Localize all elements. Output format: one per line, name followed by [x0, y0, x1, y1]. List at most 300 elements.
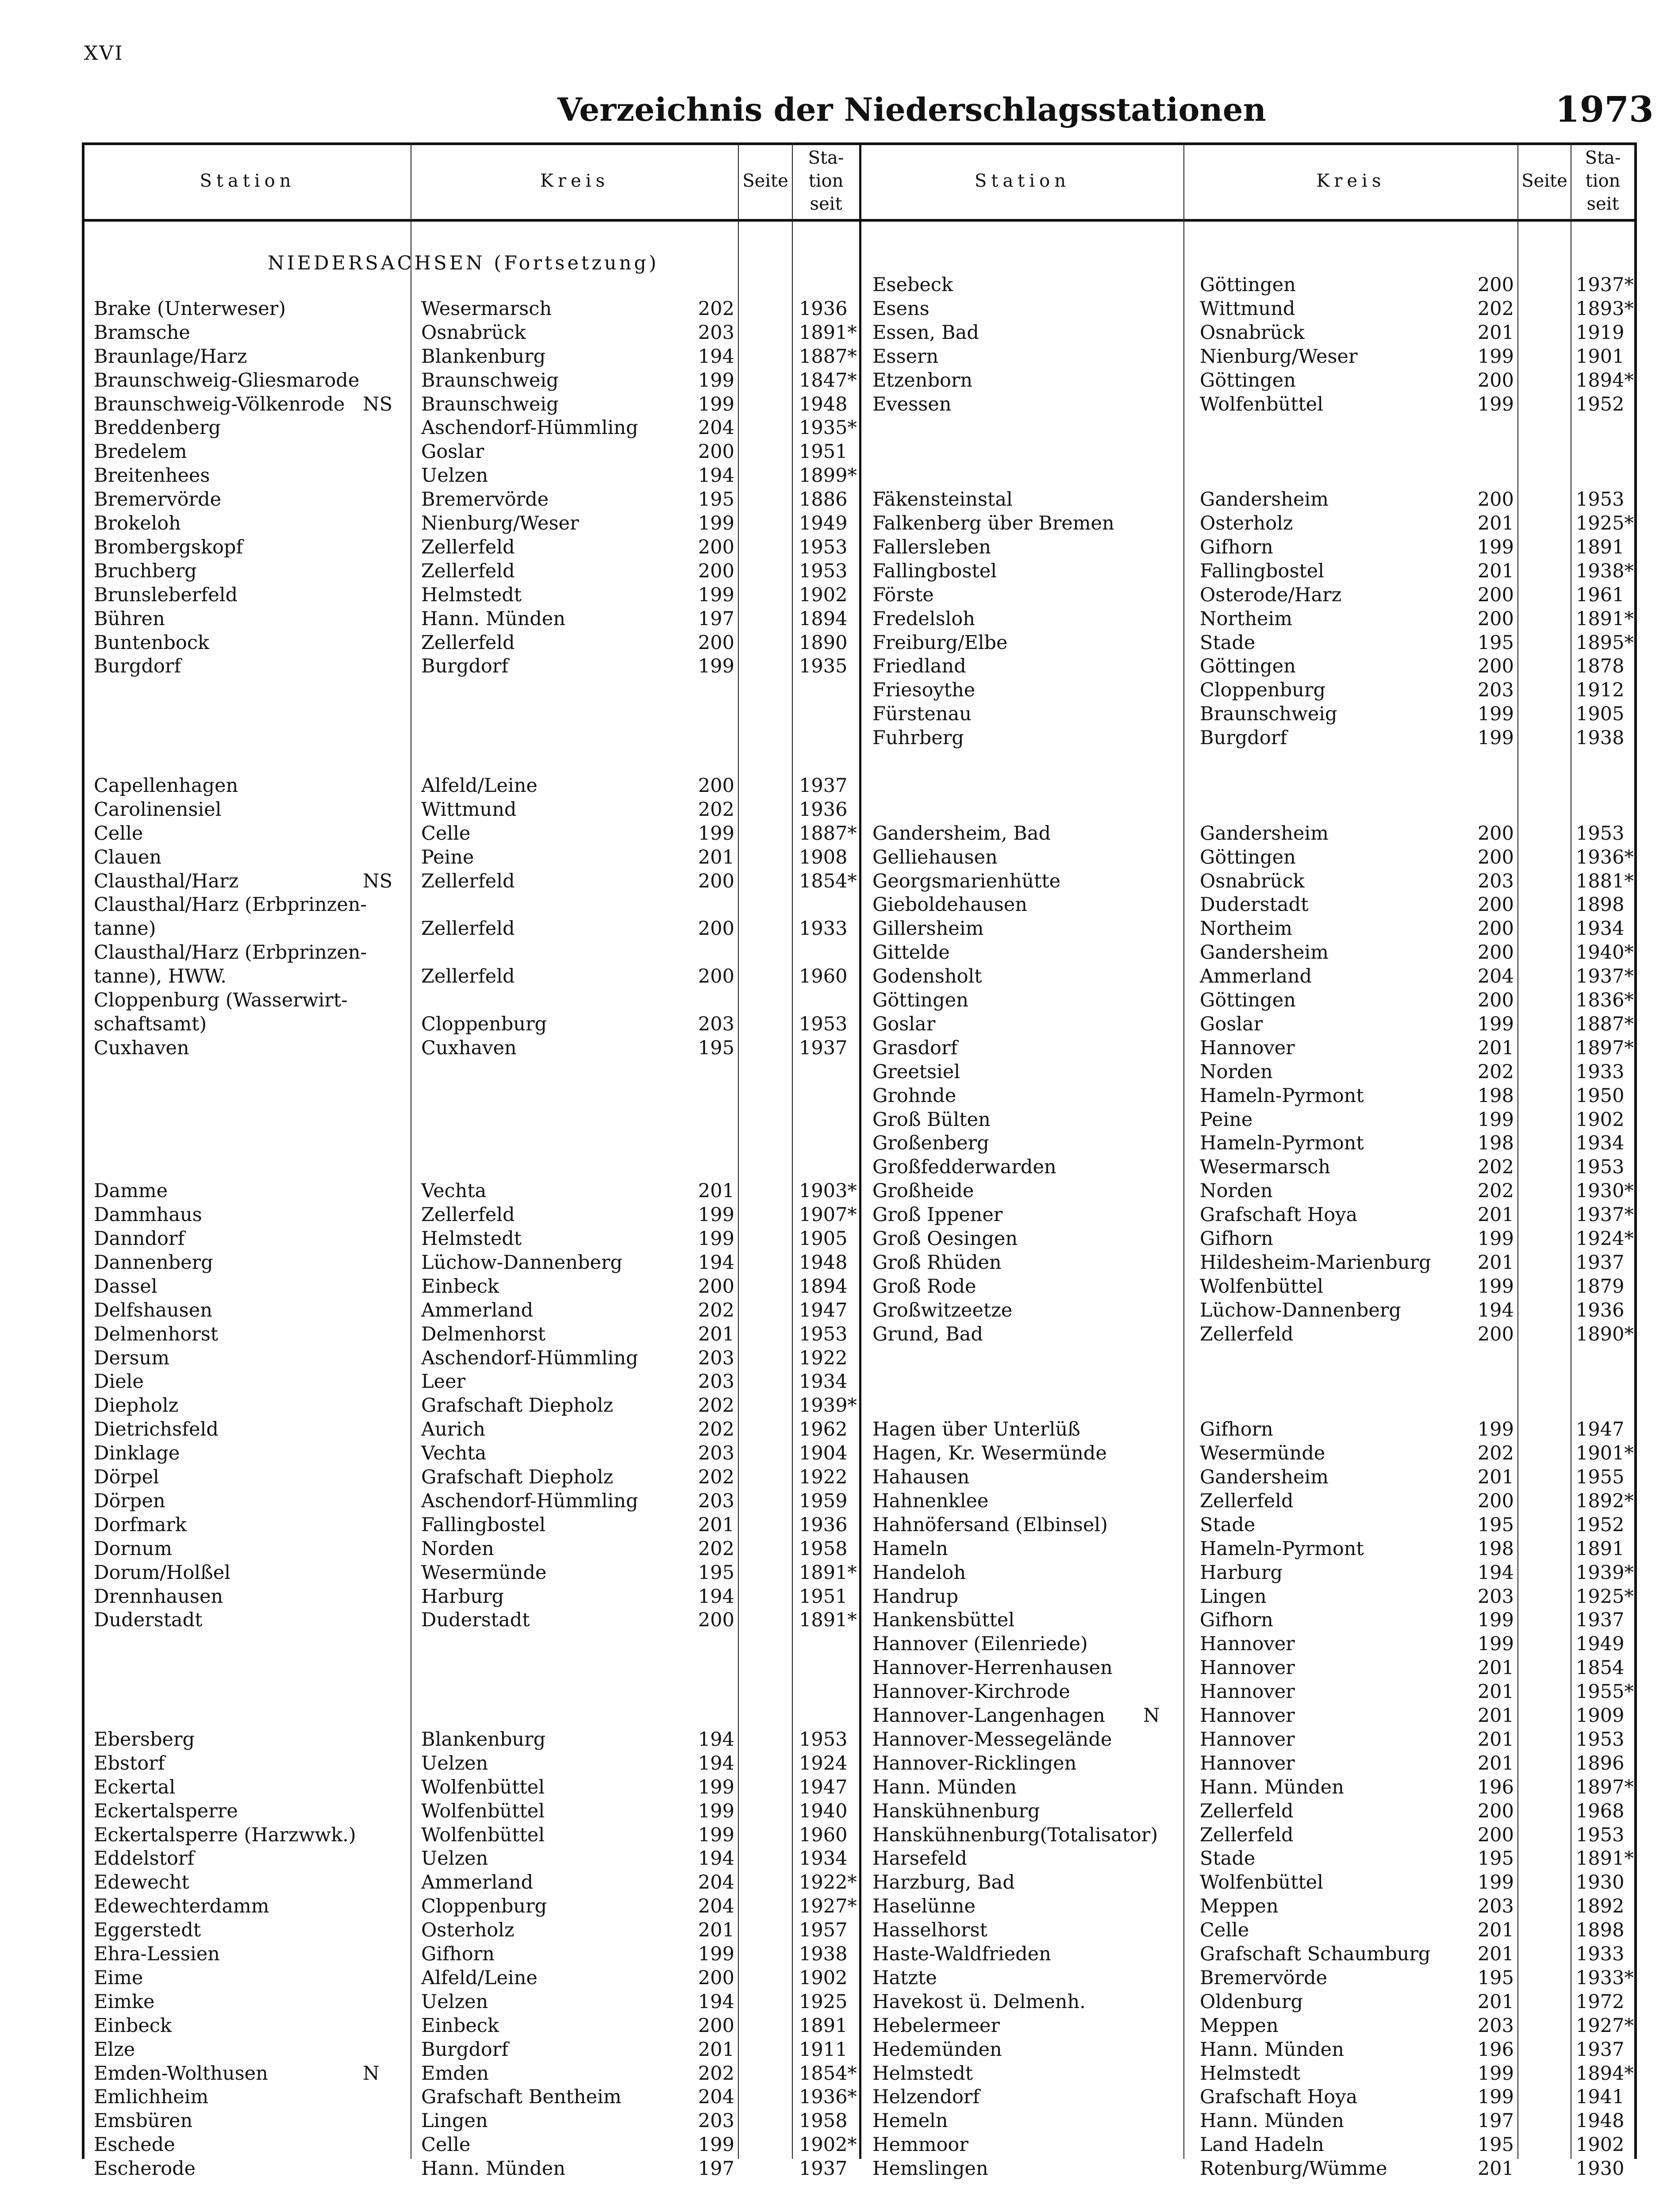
kreis-name: Uelzen [421, 1990, 488, 2013]
header-seit-line3: seit [810, 193, 842, 214]
kreis-name: Zellerfeld [421, 1204, 515, 1226]
kreis-name: Zellerfeld [421, 536, 515, 558]
station-seit-value: 1930* [1576, 1180, 1634, 1202]
station-name: Hannover-Kirchrode [872, 1681, 1070, 1703]
station-seit-value: 1936 [1576, 1299, 1625, 1321]
table-row [0, 631, 1667, 655]
station-seit-value: 1847* [799, 369, 857, 392]
table-row [0, 535, 1667, 559]
seite-value: 195 [1477, 1847, 1514, 1870]
seite-value: 199 [698, 393, 734, 415]
station-seit-value: 1953 [1576, 1728, 1625, 1751]
station-name: Danndorf [94, 1228, 185, 1250]
seite-value: 204 [698, 2086, 734, 2108]
seite-value: 197 [698, 2158, 734, 2180]
seite-value: 201 [1477, 1990, 1514, 2013]
seite-value: 200 [698, 1275, 734, 1298]
table-row [0, 1585, 1667, 1609]
kreis-name: Gifhorn [1200, 1609, 1273, 1632]
table-row [0, 726, 1667, 750]
seite-value: 197 [698, 607, 734, 630]
seite-value: 202 [698, 1537, 734, 1560]
station-name: Hannover (Eilenriede) [872, 1633, 1088, 1655]
station-seit-value: 1854 [1576, 1657, 1625, 1679]
station-seit-value: 1890 [799, 631, 848, 654]
kreis-name: Bremervörde [421, 488, 549, 511]
kreis-name: Lüchow-Dannenberg [1200, 1299, 1401, 1321]
table-row [0, 1251, 1667, 1275]
station-seit-value: 1950 [1576, 1084, 1625, 1107]
table-row [0, 1108, 1667, 1132]
seite-value: 201 [698, 2038, 734, 2061]
kreis-name: Aurich [421, 1418, 485, 1441]
station-name: Damme [94, 1180, 168, 1202]
station-name: Dassel [94, 1275, 157, 1298]
kreis-name: Hannover [1200, 1633, 1295, 1655]
station-name: Eggerstedt [94, 1919, 201, 1942]
station-seit-value: 1934 [1576, 1132, 1625, 1155]
kreis-name: Hannover [1200, 1657, 1295, 1679]
seite-value: 201 [1477, 1943, 1514, 1965]
station-name: Esens [872, 297, 930, 320]
station-seit-value: 1938* [1576, 560, 1634, 582]
station-name: Burgdorf [94, 655, 181, 678]
kreis-name: Osnabrück [1200, 870, 1305, 892]
station-flag: NS [363, 870, 393, 892]
station-seit-value: 1959 [799, 1490, 848, 1512]
station-name: Dersum [94, 1347, 170, 1369]
station-name: Hanskühnenburg(Totalisator) [872, 1824, 1158, 1846]
table-row [0, 440, 1667, 464]
station-name: Freiburg/Elbe [872, 631, 1008, 654]
kreis-name: Hannover [1200, 1705, 1295, 1727]
station-name: Groß Rode [872, 1275, 976, 1298]
station-name: Helmstedt [872, 2062, 973, 2085]
station-name: Hannover-Messegelände [872, 1728, 1112, 1751]
kreis-name: Zellerfeld [421, 918, 515, 940]
seite-value: 201 [1477, 1681, 1514, 1703]
station-name: Großheide [872, 1180, 974, 1202]
station-name: Hannover-Ricklingen [872, 1752, 1077, 1774]
station-seit-value: 1897* [1576, 1037, 1634, 1059]
table-row [0, 1608, 1667, 1632]
table-row [0, 1441, 1667, 1465]
seite-value: 200 [1477, 822, 1514, 845]
station-name: Grasdorf [872, 1037, 958, 1059]
table-row [0, 464, 1667, 488]
station-seit-value: 1958 [799, 1537, 848, 1560]
table-row [0, 2014, 1667, 2038]
kreis-name: Hameln-Pyrmont [1200, 1537, 1364, 1560]
kreis-name: Osterholz [1200, 512, 1293, 534]
station-name: Dietrichsfeld [94, 1418, 219, 1441]
kreis-name: Peine [421, 846, 474, 868]
seite-value: 201 [1477, 1752, 1514, 1774]
seite-value: 200 [1477, 584, 1514, 606]
seite-value: 200 [698, 560, 734, 582]
seite-value: 202 [1477, 1180, 1514, 1202]
table-row [0, 1799, 1667, 1823]
seite-value: 200 [1477, 1490, 1514, 1512]
seite-value: 200 [698, 441, 734, 463]
station-name: Hagen, Kr. Wesermünde [872, 1442, 1107, 1465]
station-name: Delfshausen [94, 1299, 212, 1321]
kreis-name: Gifhorn [1200, 536, 1273, 558]
seite-value: 201 [1477, 1919, 1514, 1942]
station-name: Dannenberg [94, 1251, 213, 1274]
station-name: Brunsleberfeld [94, 584, 238, 606]
station-seit-value: 1925* [1576, 512, 1634, 534]
table-row [0, 893, 1667, 917]
kreis-name: Lüchow-Dannenberg [421, 1251, 622, 1274]
station-seit-value: 1957 [799, 1919, 848, 1942]
table-row [0, 2157, 1667, 2181]
station-seit-value: 1960 [799, 965, 848, 988]
seite-value: 199 [1477, 1013, 1514, 1035]
station-name: Breddenberg [94, 417, 221, 439]
table-row [0, 1656, 1667, 1680]
station-name: Edewecht [94, 1871, 189, 1894]
kreis-name: Fallingbostel [1200, 560, 1324, 582]
table-row [0, 559, 1667, 583]
station-seit-value: 1854* [799, 2062, 857, 2085]
seite-value: 201 [1477, 1657, 1514, 1679]
seite-value: 199 [1477, 727, 1514, 749]
seite-value: 201 [1477, 512, 1514, 534]
kreis-name: Northeim [1200, 918, 1293, 940]
table-row [0, 869, 1667, 893]
kreis-name: Gandersheim [1200, 941, 1329, 964]
header-seit-line2: tion [808, 170, 844, 191]
station-name: Falkenberg über Bremen [872, 512, 1114, 534]
kreis-name: Alfeld/Leine [421, 1966, 538, 1989]
station-seit-value: 1902 [799, 1966, 848, 1989]
station-name: Harzburg, Bad [872, 1871, 1015, 1894]
station-name: Ebersberg [94, 1728, 195, 1751]
kreis-name: Zellerfeld [421, 560, 515, 582]
seite-value: 194 [698, 1728, 734, 1751]
station-seit-value: 1953 [1576, 1824, 1625, 1846]
kreis-name: Göttingen [1200, 846, 1296, 868]
station-name: Emsbüren [94, 2110, 193, 2132]
station-seit-value: 1909 [1576, 1705, 1625, 1727]
station-name: Handrup [872, 1585, 959, 1608]
station-seit-value: 1940* [1576, 941, 1634, 964]
seite-value: 201 [698, 1323, 734, 1345]
kreis-name: Hann. Münden [1200, 1776, 1344, 1798]
kreis-name: Wittmund [421, 798, 517, 821]
station-seit-value: 1894 [799, 1275, 848, 1298]
seite-value: 194 [698, 465, 734, 487]
seite-value: 200 [1477, 846, 1514, 868]
seite-value: 199 [698, 584, 734, 606]
station-name: Harsefeld [872, 1847, 967, 1870]
station-name: Hahnenklee [872, 1490, 989, 1512]
header-seite: Seite [742, 170, 788, 191]
seite-value: 200 [1477, 989, 1514, 1011]
seite-value: 199 [1477, 1871, 1514, 1894]
station-seit-value: 1891* [1576, 607, 1634, 630]
kreis-name: Meppen [1200, 2014, 1279, 2037]
seite-value: 200 [1477, 488, 1514, 511]
kreis-name: Gandersheim [1200, 1466, 1329, 1488]
seite-value: 202 [1477, 297, 1514, 320]
table-row [0, 1203, 1667, 1227]
station-name: Eddelstorf [94, 1847, 195, 1870]
seite-value: 204 [1477, 965, 1514, 988]
kreis-name: Lingen [421, 2110, 488, 2132]
kreis-name: Einbeck [421, 1275, 499, 1298]
station-seit-value: 1947 [799, 1776, 848, 1798]
seite-value: 202 [698, 1418, 734, 1441]
station-name: Hebelermeer [872, 2014, 1000, 2037]
station-name: Ebstorf [94, 1752, 165, 1774]
station-name: Bruchberg [94, 560, 197, 582]
seite-value: 199 [1477, 1418, 1514, 1441]
kreis-name: Goslar [421, 441, 484, 463]
table-row [0, 988, 1667, 1012]
station-name: Etzenborn [872, 369, 973, 392]
station-seit-value: 1935* [799, 417, 857, 439]
station-seit-value: 1902 [1576, 1108, 1625, 1131]
station-name: Grund, Bad [872, 1323, 983, 1345]
seite-value: 202 [698, 798, 734, 821]
seite-value: 199 [1477, 1275, 1514, 1298]
kreis-name: Osnabrück [1200, 321, 1305, 344]
station-name: Dorfmark [94, 1513, 187, 1536]
seite-value: 199 [698, 1943, 734, 1965]
station-name: Braunlage/Harz [94, 345, 247, 368]
station-seit-value: 1894 [799, 607, 848, 630]
station-name: Groß Ippener [872, 1204, 1003, 1226]
table-row [0, 1704, 1667, 1728]
kreis-name: Vechta [421, 1442, 487, 1465]
station-seit-value: 1938 [799, 1943, 848, 1965]
station-seit-value: 1972 [1576, 1990, 1625, 2013]
station-name: Gelliehausen [872, 846, 998, 868]
station-seit-value: 1937 [799, 774, 848, 797]
station-name: Hahausen [872, 1466, 970, 1488]
station-seit-value: 1892* [1576, 1490, 1634, 1512]
station-seit-value: 1953 [799, 560, 848, 582]
table-row [0, 2062, 1667, 2085]
seite-value: 196 [1477, 2038, 1514, 2061]
kreis-name: Braunschweig [421, 393, 559, 415]
kreis-name: Duderstadt [421, 1609, 530, 1632]
station-seit-value: 1934 [1576, 918, 1625, 940]
seite-value: 200 [698, 870, 734, 892]
station-name: Hannover-Herrenhausen [872, 1657, 1113, 1679]
station-flag: NS [363, 393, 393, 415]
station-name: Godensholt [872, 965, 982, 988]
station-name: Fürstenau [872, 703, 972, 726]
table-row [0, 1036, 1667, 1060]
seite-value: 194 [698, 1752, 734, 1774]
kreis-name: Nienburg/Weser [421, 512, 579, 534]
kreis-name: Osterode/Harz [1200, 584, 1342, 606]
station-seit-value: 1919 [1576, 321, 1625, 344]
kreis-name: Osterholz [421, 1919, 515, 1942]
station-name: Bredelem [94, 441, 187, 463]
seite-value: 199 [698, 2134, 734, 2156]
table-row [0, 1012, 1667, 1036]
station-seit-value: 1930 [1576, 2158, 1625, 2180]
seite-value: 195 [698, 1561, 734, 1584]
kreis-name: Braunschweig [1200, 703, 1337, 726]
header-seite: Seite [1521, 170, 1567, 191]
station-name: Groß Oesingen [872, 1228, 1018, 1250]
kreis-name: Braunschweig [421, 369, 559, 392]
station-seit-value: 1961 [1576, 584, 1625, 606]
station-name: Haste-Waldfrieden [872, 1943, 1051, 1965]
station-name: Handeloh [872, 1561, 966, 1584]
station-seit-value: 1936* [1576, 846, 1634, 868]
station-name: Einbeck [94, 2014, 172, 2037]
seite-value: 200 [1477, 894, 1514, 916]
table-row [0, 297, 1667, 321]
station-seit-value: 1886 [799, 488, 848, 511]
station-name: Hanskühnenburg [872, 1800, 1040, 1822]
table-row [0, 1942, 1667, 1966]
kreis-name: Stade [1200, 631, 1256, 654]
station-seit-value: 1836* [1576, 989, 1634, 1011]
station-seit-value: 1953 [1576, 1156, 1625, 1179]
kreis-name: Hannover [1200, 1752, 1295, 1774]
station-seit-value: 1937 [1576, 1609, 1625, 1632]
station-seit-value: 1927* [799, 1895, 857, 1918]
station-seit-value: 1891* [1576, 1847, 1634, 1870]
seite-value: 199 [698, 1776, 734, 1798]
kreis-name: Zellerfeld [1200, 1323, 1294, 1345]
station-name: Cloppenburg (Wasserwirt- [94, 989, 348, 1011]
station-name: Essen, Bad [872, 321, 979, 344]
seite-value: 202 [698, 2062, 734, 2085]
station-seit-value: 1902 [799, 584, 848, 606]
station-seit-value: 1895* [1576, 631, 1634, 654]
station-name: Hemeln [872, 2110, 948, 2132]
kreis-name: Northeim [1200, 607, 1293, 630]
kreis-name: Zellerfeld [1200, 1800, 1294, 1822]
kreis-name: Harburg [1200, 1561, 1283, 1584]
kreis-name: Gandersheim [1200, 822, 1329, 845]
kreis-name: Ammerland [1200, 965, 1312, 988]
station-seit-value: 1899* [799, 465, 857, 487]
station-name: Dornum [94, 1537, 173, 1560]
kreis-name: Norden [1200, 1060, 1273, 1083]
station-name: Capellenhagen [94, 774, 238, 797]
kreis-name: Wolfenbüttel [1200, 393, 1323, 415]
station-flag: N [363, 2062, 380, 2085]
table-row [0, 1298, 1667, 1322]
kreis-name: Nienburg/Weser [1200, 345, 1358, 368]
station-name: Clausthal/Harz (Erbprinzen- [94, 894, 367, 916]
table-row [0, 369, 1667, 392]
station-name: Dörpel [94, 1466, 159, 1488]
station-name: Hameln [872, 1537, 948, 1560]
station-seit-value: 1924 [799, 1752, 848, 1774]
station-seit-value: 1951 [799, 441, 848, 463]
seite-value: 200 [1477, 607, 1514, 630]
kreis-name: Stade [1200, 1513, 1256, 1536]
station-name: Ehra-Lessien [94, 1943, 220, 1965]
station-seit-value: 1948 [1576, 2110, 1625, 2132]
table-row [0, 321, 1667, 345]
kreis-name: Hannover [1200, 1681, 1295, 1703]
station-name: Hemmoor [872, 2134, 968, 2156]
kreis-name: Bremervörde [1200, 1966, 1328, 1989]
table-row [0, 1918, 1667, 1942]
table-row [0, 2085, 1667, 2109]
kreis-name: Hann. Münden [1200, 2110, 1344, 2132]
kreis-name: Stade [1200, 1847, 1256, 1870]
seite-value: 203 [1477, 870, 1514, 892]
header-station: Station [200, 170, 296, 191]
kreis-name: Norden [1200, 1180, 1273, 1202]
table-row [0, 654, 1667, 678]
kreis-name: Zellerfeld [421, 631, 515, 654]
seite-value: 199 [1477, 1609, 1514, 1632]
seite-value: 200 [698, 1966, 734, 1989]
kreis-name: Wesermünde [421, 1561, 547, 1584]
seite-value: 199 [1477, 536, 1514, 558]
table-row [0, 488, 1667, 511]
page-number: XVI [84, 42, 124, 65]
station-seit-value: 1937 [1576, 2038, 1625, 2061]
kreis-name: Uelzen [421, 1847, 488, 1870]
kreis-name: Osnabrück [421, 321, 526, 344]
seite-value: 194 [1477, 1561, 1514, 1584]
station-name: Großfedderwarden [872, 1156, 1056, 1179]
station-name: Diele [94, 1371, 144, 1393]
kreis-name: Aschendorf-Hümmling [421, 417, 638, 439]
seite-value: 200 [1477, 1800, 1514, 1822]
kreis-name: Helmstedt [1200, 2062, 1301, 2085]
station-seit-value: 1887* [1576, 1013, 1634, 1035]
station-seit-value: 1960 [799, 1824, 848, 1846]
table-row [0, 1894, 1667, 1918]
station-name: Braunschweig-Völkenrode [94, 393, 345, 415]
station-name: Groß Bülten [872, 1108, 991, 1131]
station-seit-value: 1953 [1576, 488, 1625, 511]
seite-value: 200 [1477, 274, 1514, 296]
header-seit-line1: Sta- [1585, 147, 1621, 168]
station-name: Gillersheim [872, 918, 984, 940]
station-name: Fallingbostel [872, 560, 997, 582]
kreis-name: Gifhorn [1200, 1418, 1273, 1441]
table-row [0, 2133, 1667, 2157]
table-row [0, 941, 1667, 964]
seite-value: 200 [698, 631, 734, 654]
station-name: Havekost ü. Delmenh. [872, 1990, 1086, 2013]
seite-value: 201 [1477, 1705, 1514, 1727]
table-row [0, 917, 1667, 941]
kreis-name: Blankenburg [421, 345, 546, 368]
station-name: Hahnöfersand (Elbinsel) [872, 1513, 1108, 1536]
header-station-seit [793, 142, 859, 219]
station-name: Großenberg [872, 1132, 989, 1155]
seite-value: 203 [1477, 2014, 1514, 2037]
seite-value: 203 [698, 1013, 734, 1035]
kreis-name: Hann. Münden [1200, 2038, 1344, 2061]
station-seit-value: 1925* [1576, 1585, 1634, 1608]
station-name: Goslar [872, 1013, 936, 1035]
seite-value: 194 [698, 1585, 734, 1608]
station-name: Hagen über Unterlüß [872, 1418, 1080, 1441]
seite-value: 199 [1477, 703, 1514, 726]
seite-value: 199 [1477, 2062, 1514, 2085]
table-row [0, 1155, 1667, 1179]
station-seit-value: 1924* [1576, 1228, 1634, 1250]
